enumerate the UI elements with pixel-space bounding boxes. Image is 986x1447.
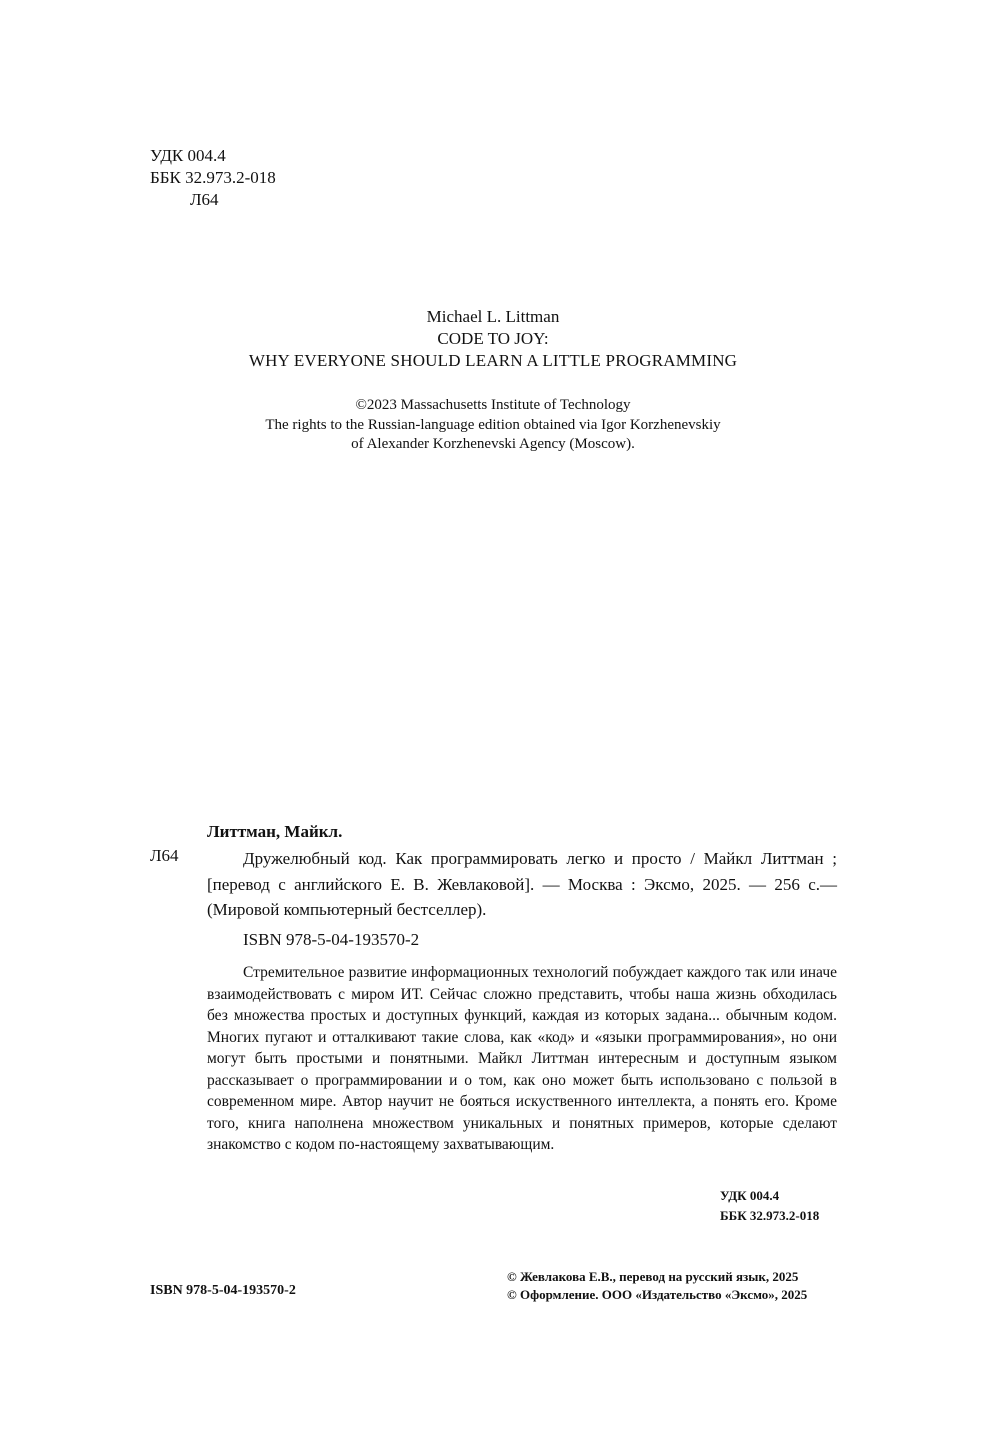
footer-isbn: ISBN 978-5-04-193570-2 bbox=[150, 1283, 296, 1298]
card-description: Дружелюбный код. Как программировать легко и просто / Майкл Литтман ; [перевод с английского Е. В. Жевлаковой]. — Москва : Эксмо, 2025. — 256 с.— (Мировой компьютерный бестселлер). bbox=[207, 849, 837, 919]
card-bbk: ББК 32.973.2-018 bbox=[720, 1208, 820, 1223]
original-author: Michael L. Littman bbox=[426, 307, 560, 326]
copyright-translation: © Жевлакова Е.В., перевод на русский язык, 2025 bbox=[507, 1269, 799, 1284]
rights-line3: of Alexander Korzhenevski Agency (Moscow). bbox=[351, 436, 635, 452]
card-classification-codes bbox=[720, 1186, 819, 1226]
card-author-mark: Л64 bbox=[150, 846, 179, 865]
original-title-line2: WHY EVERYONE SHOULD LEARN A LITTLE PROGRAMMING bbox=[248, 351, 738, 370]
rights-line2: The rights to the Russian-language edition obtained via Igor Korzhenevskiy bbox=[265, 416, 721, 433]
bbk-code: ББК 32.973.2-018 bbox=[150, 168, 276, 187]
rights-notice bbox=[0, 396, 986, 455]
annotation: Стремительное развитие информационных технологий побуждает каждого так или иначе взаимодействовать с миром ИТ. Сейчас сложно представить, чтобы наша жизнь обходилась без множества простых и доступных функций, каждая из которых задана... обычным кодом. Многих пугают и отталкивают такие слова, как «код» и «языки программирования», но они могут быть простыми и понятными. Майкл Литтман интересным и доступным языком рассказывает о программировании и о том, как оно может быть использовано с пользой в современном мире. Автор научит не бояться искуственного интеллекта, а понять его. Кроме того, книга наполнена множеством уникальных и понятных примеров, которые сделают знакомство с кодом по-настоящему захватывающим. bbox=[207, 964, 837, 1153]
card-udk: УДК 004.4 bbox=[720, 1188, 780, 1203]
original-title-line1: CODE TO JOY: bbox=[437, 329, 549, 348]
card-isbn: ISBN 978-5-04-193570-2 bbox=[243, 930, 420, 949]
rights-line1: ©2023 Massachusetts Institute of Technology bbox=[355, 397, 631, 413]
udk-code: УДК 004.4 bbox=[150, 146, 226, 165]
classification-block bbox=[150, 145, 276, 211]
author-mark: Л64 bbox=[190, 190, 219, 209]
copyright-design: © Оформление. ООО «Издательство «Эксмо», 2025 bbox=[507, 1287, 808, 1302]
card-author-heading: Литтман, Майкл. bbox=[207, 822, 343, 841]
original-edition bbox=[0, 306, 986, 372]
footer-copyrights bbox=[507, 1268, 807, 1304]
